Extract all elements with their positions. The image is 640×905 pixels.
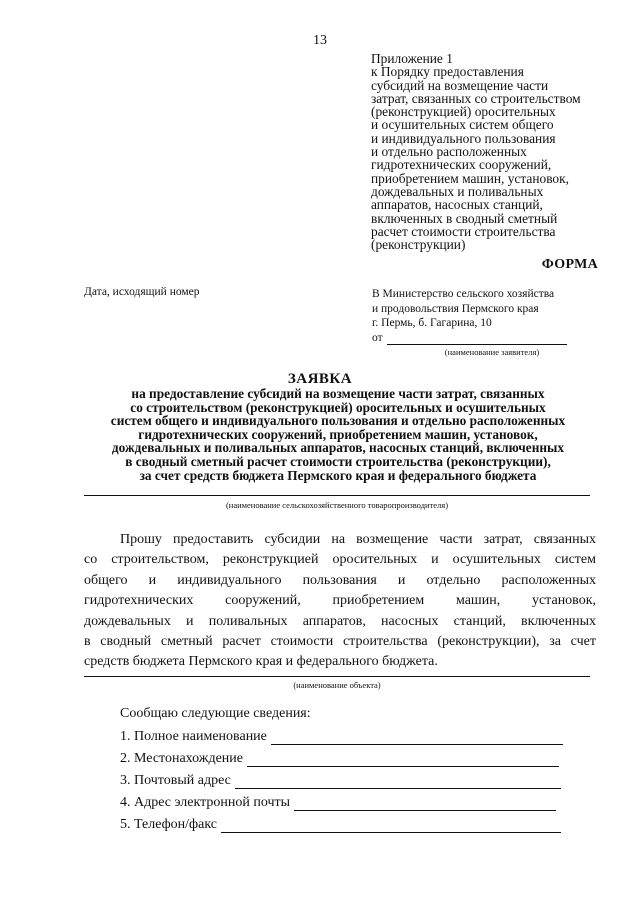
request-paragraph [84, 530, 596, 673]
subtitle-line: в сводный сметный расчет стоимости строительства (реконструкции), [125, 453, 551, 469]
appendix-line: и отдельно расположенных [371, 144, 527, 160]
subtitle-line: систем общего и индивидуального пользования и отдельно расположенных [110, 413, 566, 429]
recipient-line: г. Пермь, б. Гагарина, 10 [372, 317, 492, 329]
document-subtitle [78, 387, 598, 482]
info-item-label: 1. Полное наименование [120, 729, 267, 744]
appendix-line: приобретением машин, установок, [371, 170, 569, 186]
form-label: ФОРМА [541, 257, 598, 272]
recipient-block [372, 287, 612, 360]
postal-address-field[interactable] [235, 776, 561, 789]
appendix-line: дождевальных и поливальных [371, 183, 544, 199]
producer-name-field[interactable] [84, 495, 590, 496]
subtitle-line: гидротехнических сооружений, приобретением машин, установок, [138, 426, 538, 442]
appendix-line: включенных в сводный сметный [371, 210, 558, 226]
appendix-line: затрат, связанных со строительством [371, 90, 581, 106]
producer-caption: (наименование сельскохозяйственного товаропроизводителя) [225, 500, 449, 510]
info-item-email [120, 795, 556, 811]
paragraph-line: со строительством, реконструкцией оросительных и осушительных систем [84, 552, 596, 568]
info-item-postal-address [120, 773, 561, 789]
appendix-line: субсидий на возмещение части [371, 77, 549, 93]
appendix-line: Приложение 1 [371, 51, 453, 66]
info-item-label: 3. Почтовый адрес [120, 773, 231, 788]
info-item-label: 2. Местонахождение [120, 751, 244, 766]
appendix-line: (реконструкции) [371, 237, 466, 253]
document-title: ЗАЯВКА [287, 371, 353, 387]
appendix-line: и осушительных систем общего [371, 117, 554, 133]
recipient-line: В Министерство сельского хозяйства [372, 288, 555, 300]
subtitle-line: со строительством (реконструкцией) оросительных и осушительных [130, 399, 546, 415]
subtitle-line: на предоставление субсидий на возмещение части затрат, связанных [131, 386, 545, 401]
paragraph-line: в сводный сметный расчет стоимости строительства (реконструкции), за счет [84, 634, 596, 650]
paragraph-line: гидротехнических сооружений, приобретением машин, установок, [84, 593, 596, 609]
applicant-field[interactable] [387, 333, 567, 345]
appendix-line: к Порядку предоставления [371, 64, 524, 80]
appendix-line: расчет стоимости строительства [371, 223, 556, 239]
info-item-full-name [120, 729, 563, 745]
appendix-line: аппаратов, насосных станций, [371, 197, 543, 213]
full-name-field[interactable] [271, 732, 563, 745]
info-item-label: 4. Адрес электронной почты [120, 795, 291, 810]
location-field[interactable] [247, 754, 559, 767]
appendix-block [371, 52, 633, 251]
object-name-field[interactable] [84, 676, 590, 677]
appendix-line: (реконструкцией) оросительных [371, 104, 556, 120]
paragraph-line: средств бюджета Пермского края и федерального бюджета. [84, 654, 438, 670]
recipient-line: и продовольствия Пермского края [372, 302, 539, 315]
info-item-phone [120, 817, 561, 833]
page-number: 13 [313, 33, 327, 48]
phone-fax-field[interactable] [221, 820, 561, 833]
object-caption: (наименование объекта) [293, 680, 381, 690]
appendix-line: и индивидуального пользования [371, 130, 556, 146]
subtitle-line: за счет средств бюджета Пермского края и федерального бюджета [139, 467, 537, 483]
subtitle-line: дождевальных и поливальных аппаратов, насосных станций, включенных [111, 440, 565, 456]
paragraph-line: дождевальных и поливальных аппаратов, насосных станций, включенных [84, 613, 596, 629]
applicant-row [372, 331, 612, 346]
paragraph-line: общего и индивидуального пользования и отдельно расположенных [84, 572, 596, 588]
from-label: от [372, 331, 383, 344]
info-intro: Сообщаю следующие сведения: [120, 706, 311, 721]
email-field[interactable] [294, 798, 556, 811]
applicant-caption: (наименование заявителя) [444, 347, 540, 357]
date-label: Дата, исходящий номер [84, 286, 200, 298]
info-item-label: 5. Телефон/факс [120, 817, 218, 832]
info-item-location [120, 751, 559, 767]
paragraph-line: Прошу предоставить субсидии на возмещение части затрат, связанных [120, 532, 596, 547]
appendix-line: гидротехнических сооружений, [371, 157, 552, 173]
